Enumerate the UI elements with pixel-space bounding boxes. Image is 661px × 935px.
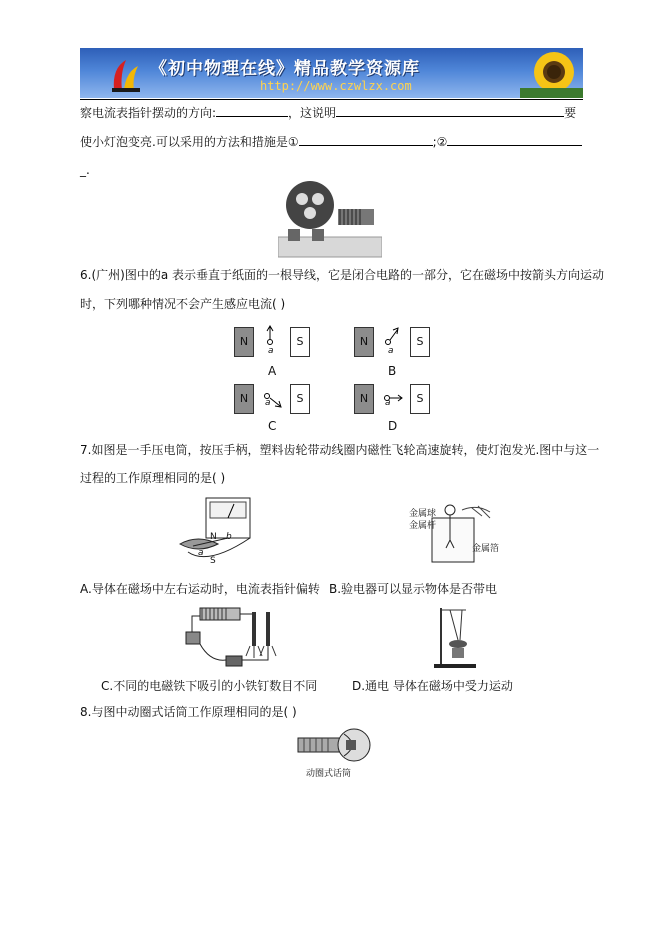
generator-figure — [278, 177, 382, 259]
electromagnet-figure — [180, 602, 284, 670]
option-c-label: C — [268, 419, 277, 433]
magnet-s: S — [410, 327, 430, 357]
conductor-force-figure — [430, 604, 480, 670]
banner-url: http://www.czwlzx.com — [260, 79, 412, 93]
magnet-s: S — [410, 384, 430, 414]
magnet-n: N — [354, 327, 374, 357]
header-rule — [80, 99, 583, 100]
q7-option-a: A.导体在磁场中左右运动时，电流表指针偏转 — [80, 582, 320, 596]
q8-line-1: 8.与图中动圈式话筒工作原理相同的是( ) — [80, 705, 297, 719]
option-d-label: D — [388, 419, 398, 433]
q6-line-1: 6.(广州)图中的a 表示垂直于纸面的一根导线，它是闭合电路的一部分，它在磁场中按箭头方向运动 — [80, 268, 604, 282]
q7-option-d: D.通电 导体在磁场中受力运动 — [352, 679, 513, 693]
magnet-s: S — [290, 384, 310, 414]
q6-figure: N S a A N S a B N S a C N S a D — [232, 322, 432, 432]
q7-line-2: 过程的工作原理相同的是( ) — [80, 471, 226, 485]
magnet-n: N — [354, 384, 374, 414]
microphone-caption: 动圈式话筒 — [306, 769, 352, 779]
galvanometer-figure — [168, 494, 268, 570]
q6-line-2: 时，下列哪种情况不会产生感应电流( ) — [80, 297, 286, 311]
header-banner — [80, 48, 583, 98]
magnet-n: N — [234, 327, 254, 357]
q7-option-c: C.不同的电磁铁下吸引的小铁钉数目不同 — [101, 679, 318, 693]
q7-line-1: 7.如图是一手压电筒，按压手柄，塑料齿轮带动线圈内磁性飞轮高速旋转，使灯泡发光.图中与这一 — [80, 443, 600, 457]
magnet-s: S — [290, 327, 310, 357]
microphone-figure — [290, 726, 376, 766]
sunflower-icon — [520, 48, 583, 98]
q7-option-b: B.验电器可以显示物体是否带电 — [329, 582, 498, 596]
option-b-label: B — [388, 364, 397, 378]
option-a-label: A — [268, 364, 277, 378]
banner-title: 《初中物理在线》精品教学资源库 — [150, 59, 420, 79]
text-line-3: _. — [80, 163, 90, 177]
magnet-n: N — [234, 384, 254, 414]
text-line-2: 使小灯泡变亮.可以采用的方法和措施是① ;② — [80, 133, 582, 150]
text-line-1: 察电流表指针摆动的方向: ，这说明 要 — [80, 106, 577, 120]
logo-icon — [108, 54, 144, 94]
